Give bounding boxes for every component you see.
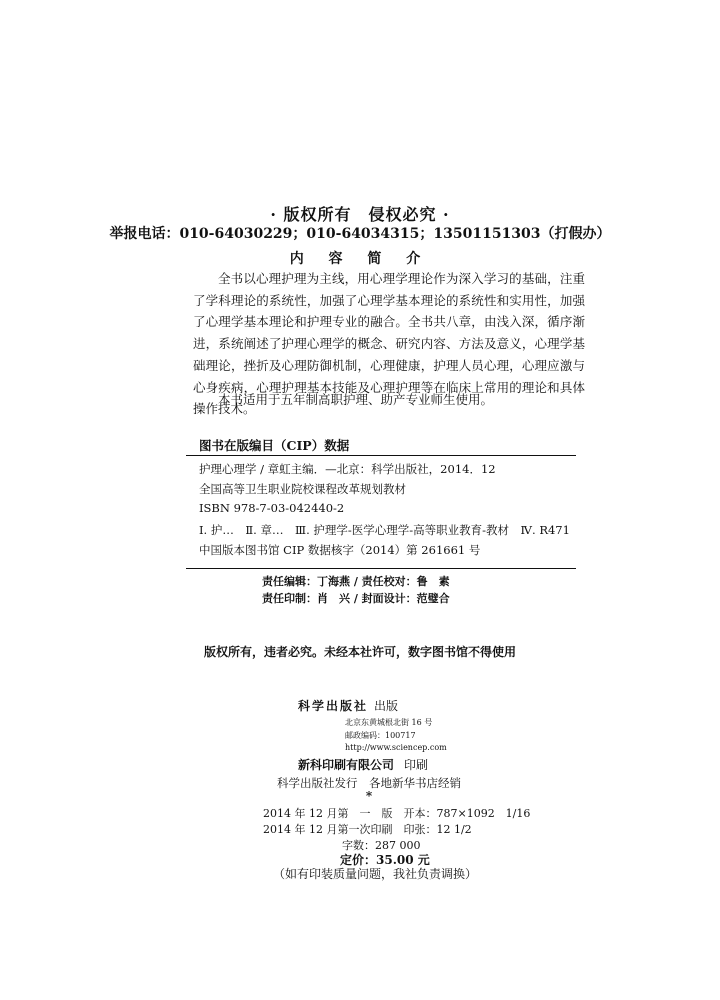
summary-title: 内 容 简 介 (289, 251, 431, 267)
cip-line: 护理心理学 / 章虹主编．—北京：科学出版社，2014．12 (199, 462, 496, 476)
word-count: 字数：287 000 (342, 839, 421, 852)
price: 定价：35.00 元 (340, 853, 430, 867)
publisher-url: http://www.sciencep.com (345, 743, 447, 752)
summary-paragraph: 全书以心理护理为主线，用心理学理论作为深入学习的基础，注重了学科理论的系统性，加强了心理学基本理论的系统性和实用性，加强了心理学基本理论和护理专业的融合。全书共八章，由浅入深，循序渐进，系统阐述了护理心理学的概念、研究内容、方法及意义，心理学基础理论，挫折及心理防御机制，心理健康，护理人员心理，心理应激与心身疾病，心理护理基本技能及心理护理等在临床上常用的理论和具体操作技术。 (193, 271, 585, 417)
editors-line: 责任编辑：丁海燕 / 责任校对：鲁 素 (262, 575, 450, 588)
cip-line: 全国高等卫生职业院校课程改革规划教材 (199, 482, 406, 496)
publisher-line (298, 697, 398, 714)
printer-line (298, 756, 428, 773)
separator-star: * (365, 789, 373, 803)
editors-line: 责任印制：肖 兴 / 封面设计：范璧合 (262, 592, 450, 605)
cip-line: 中国版本图书馆 CIP 数据核字（2014）第 261661 号 (199, 543, 481, 557)
printer-name: 新科印刷有限公司 (298, 758, 395, 772)
audience-paragraph: 本书适用于五年制高职护理、助产专业师生使用。 (218, 392, 494, 407)
publisher-address: 北京东黄城根北街 16 号 (345, 718, 433, 727)
publisher-verb: 出版 (374, 699, 399, 713)
cip-line: Ⅰ. 护… Ⅱ. 章… Ⅲ. 护理学-医学心理学-高等职业教育-教材 Ⅳ. R471 (199, 523, 570, 537)
defect-notice: （如有印装质量问题，我社负责调换） (272, 867, 477, 881)
printer-verb: 印刷 (404, 758, 429, 772)
cip-title: 图书在版编目（CIP）数据 (199, 438, 350, 453)
publisher-name: 科学出版社 (298, 699, 369, 713)
publisher-postcode: 邮政编码：100717 (345, 731, 416, 740)
printing-line: 2014 年 12 月第一次印刷 印张：12 1/2 (263, 823, 472, 836)
edition-line: 2014 年 12 月第 一 版 开本：787×1092 1/16 (263, 807, 531, 820)
report-phone: 举报电话：010-64030229；010-64034315；13501151303（打假办） (109, 226, 611, 242)
copyright-heading: · 版权所有 侵权必究 · (270, 205, 450, 224)
distribution-line: 科学出版社发行 各地新华书店经销 (277, 776, 461, 790)
usage-notice: 版权所有，违者必究。未经本社许可，数字图书馆不得使用 (203, 645, 516, 659)
cip-line: ISBN 978-7-03-042440-2 (199, 501, 345, 515)
